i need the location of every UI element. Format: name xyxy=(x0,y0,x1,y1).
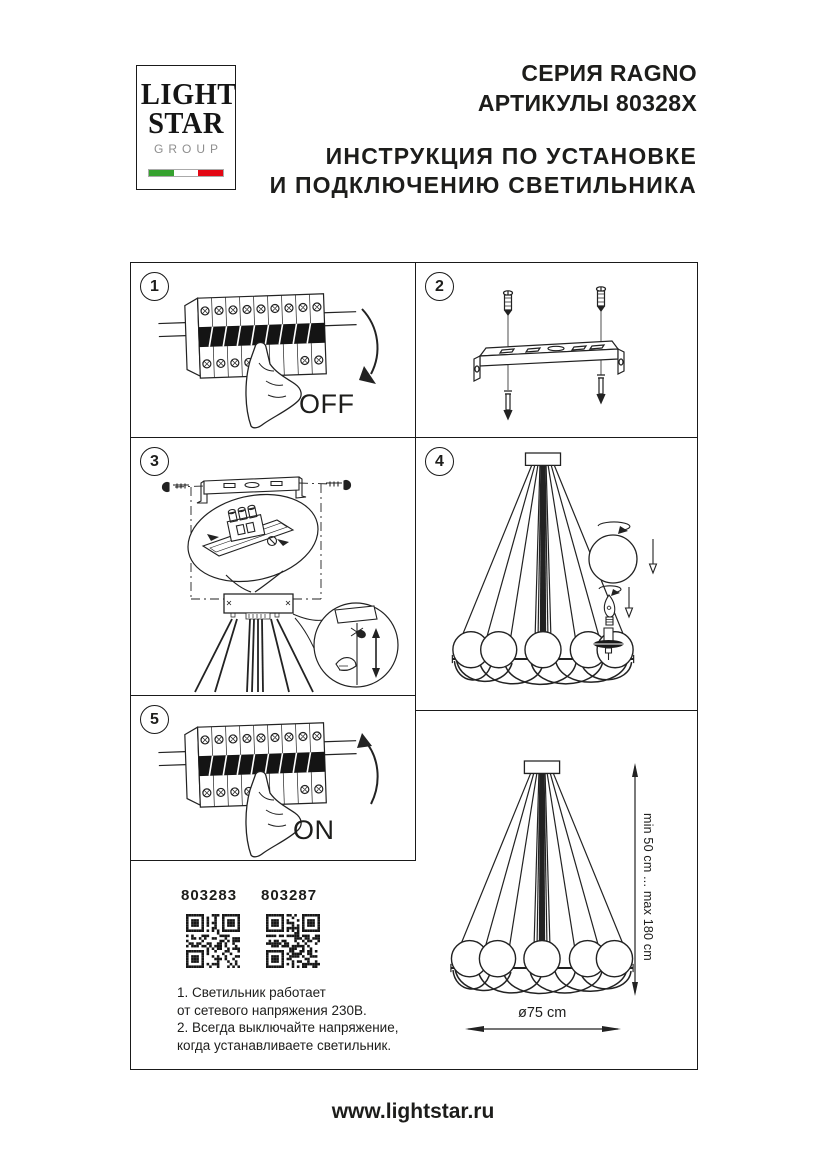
cable-lock-detail-circle xyxy=(293,603,398,687)
screw-icon xyxy=(597,287,606,311)
qr-code-803283 xyxy=(186,914,240,968)
step-1-badge: 1 xyxy=(140,272,169,301)
step-5-badge: 5 xyxy=(140,705,169,734)
candle-bulb-icon xyxy=(604,595,614,625)
series-name: СЕРИЯ RAGNO xyxy=(521,60,697,86)
breaker-off-illustration xyxy=(131,263,414,436)
step-2-badge: 2 xyxy=(425,272,454,301)
flag-white xyxy=(174,170,199,176)
on-label: ON xyxy=(293,815,335,845)
note-line: от сетевого напряжения 230В. xyxy=(177,1002,367,1018)
rotate-arrow-icon xyxy=(598,522,630,534)
diameter-dimension-line xyxy=(465,1026,621,1032)
step-3-panel xyxy=(131,438,416,696)
anchor-icon xyxy=(597,375,605,403)
arrow-turn-on-icon xyxy=(357,733,378,804)
step-2-panel xyxy=(416,263,697,438)
anchor-icon xyxy=(504,391,512,419)
qr-code-803287 xyxy=(266,914,320,968)
screw-icon xyxy=(326,481,351,490)
italian-flag-bar xyxy=(148,169,224,177)
product-code-right: 803287 xyxy=(261,887,318,904)
height-range-label: min 50 cm ... max 180 cm xyxy=(641,813,655,961)
rotate-arrow-icon xyxy=(599,586,621,596)
article-numbers: АРТИКУЛЫ 80328X xyxy=(477,90,697,116)
canopy-box xyxy=(224,594,293,619)
down-arrow-icon xyxy=(626,587,633,617)
step-4-panel xyxy=(416,438,697,711)
product-code-left: 803283 xyxy=(181,887,238,904)
flag-red xyxy=(198,170,223,176)
diameter-label: ø75 cm xyxy=(518,1005,567,1021)
glass-globe xyxy=(589,535,637,583)
step-3-badge: 3 xyxy=(140,447,169,476)
mounting-bracket-illustration xyxy=(416,263,697,436)
dimensions-panel xyxy=(416,711,697,1071)
off-label: OFF xyxy=(299,389,355,419)
page-title xyxy=(270,142,697,200)
steps-grid xyxy=(130,262,698,1070)
website-url: www.lightstar.ru xyxy=(331,1100,495,1123)
series-block xyxy=(478,58,697,118)
canopy-wiring-illustration xyxy=(131,438,414,694)
note-line: 2. Всегда выключайте напряжение, xyxy=(177,1020,399,1035)
chandelier-assembly-illustration xyxy=(416,438,697,709)
logo-word-light: LIGHT xyxy=(140,76,237,111)
arrow-turn-off-icon xyxy=(359,309,377,384)
product-codes-area xyxy=(131,861,416,1068)
down-arrow-icon xyxy=(650,539,657,573)
step-4-badge: 4 xyxy=(425,447,454,476)
title-line-2: И ПОДКЛЮЧЕНИЮ СВЕТИЛЬНИКА xyxy=(269,172,697,198)
suspension-cables xyxy=(195,619,313,692)
flag-green xyxy=(149,170,174,176)
screw-icon xyxy=(504,291,513,315)
safety-notes xyxy=(177,984,398,1054)
note-line: 1. Светильник работает xyxy=(177,985,326,1000)
logo-word-group: GROUP xyxy=(153,142,223,156)
logo-word-star: STAR xyxy=(148,105,224,140)
title-line-1: ИНСТРУКЦИЯ ПО УСТАНОВКЕ xyxy=(325,143,697,169)
step-1-panel xyxy=(131,263,416,438)
lightstar-logo xyxy=(136,65,236,190)
chandelier-drawing xyxy=(451,761,633,994)
breaker-on-illustration xyxy=(131,696,414,859)
step-5-panel xyxy=(131,696,416,861)
note-line: когда устанавливаете светильник. xyxy=(177,1037,392,1053)
